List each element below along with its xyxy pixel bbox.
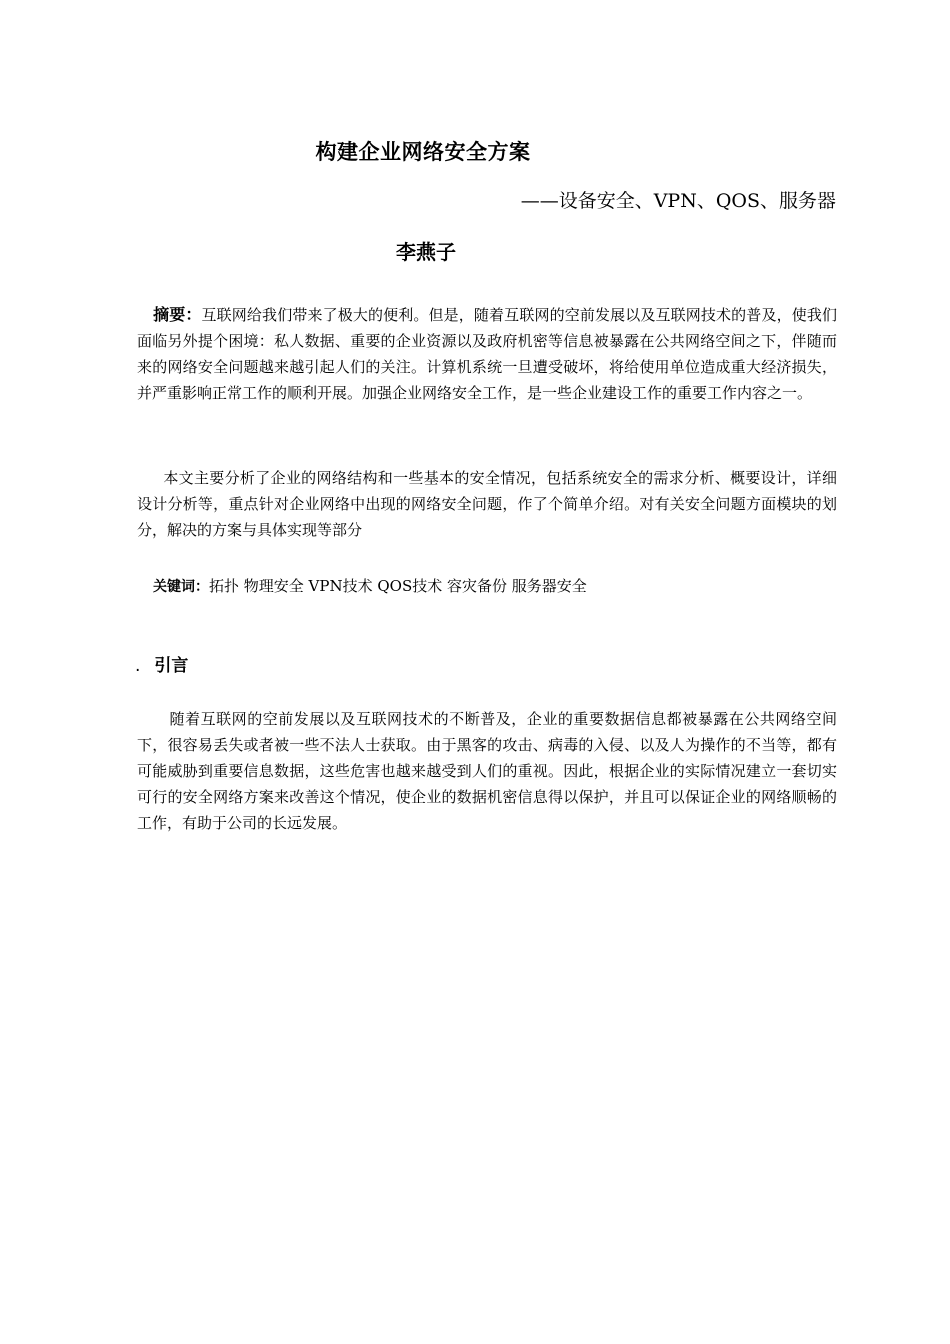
abstract-text: 互联网给我们带来了极大的便利。但是，随着互联网的空前发展以及互联网技术的普及，使我们面临另外提个困境：私人数据、重要的企业资源以及政府机密等信息被暴露在公共网络空间之下，伴随而来的网络安全问题越来越引起人们的关注。计算机系统一旦遭受破坏，将给使用单位造成重大经济损失，并严重影响正常工作的顺利开展。加强企业网络安全工作，是一些企业建设工作的重要工作内容之一。 <box>137 306 837 402</box>
keywords-label: 关键词： <box>153 579 209 595</box>
summary-paragraph <box>137 465 837 543</box>
author-name: 李燕子 <box>396 240 456 264</box>
section-heading <box>135 651 188 676</box>
document-subtitle: ——设备安全、VPN、QOS、服务器 <box>520 190 836 212</box>
abstract-label: 摘要： <box>153 305 202 324</box>
summary-text: 本文主要分析了企业的网络结构和一些基本的安全情况，包括系统安全的需求分析、概要设计，详细设计分析等，重点针对企业网络中出现的网络安全问题，作了个简单介绍。对有关安全问题方面模块的划分，解决的方案与具体实现等部分 <box>137 469 837 539</box>
document-title: 构建企业网络安全方案 <box>315 140 531 164</box>
intro-paragraph <box>137 706 837 836</box>
section-number: . <box>135 656 141 676</box>
keywords-text: 拓扑 物理安全 VPN技术 QOS技术 容灾备份 服务器安全 <box>209 577 587 595</box>
section-title: 引言 <box>154 656 189 676</box>
abstract-paragraph <box>137 302 837 406</box>
intro-text: 随着互联网的空前发展以及互联网技术的不断普及，企业的重要数据信息都被暴露在公共网络空间下，很容易丢失或者被一些不法人士获取。由于黑客的攻击、病毒的入侵、以及人为操作的不当等，都有可能威胁到重要信息数据，这些危害也越来越受到人们的重视。因此，根据企业的实际情况建立一套切实可行的安全网络方案来改善这个情况，使企业的数据机密信息得以保护，并且可以保证企业的网络顺畅的工作，有助于公司的长远发展。 <box>137 710 837 832</box>
keywords-line <box>153 573 587 600</box>
